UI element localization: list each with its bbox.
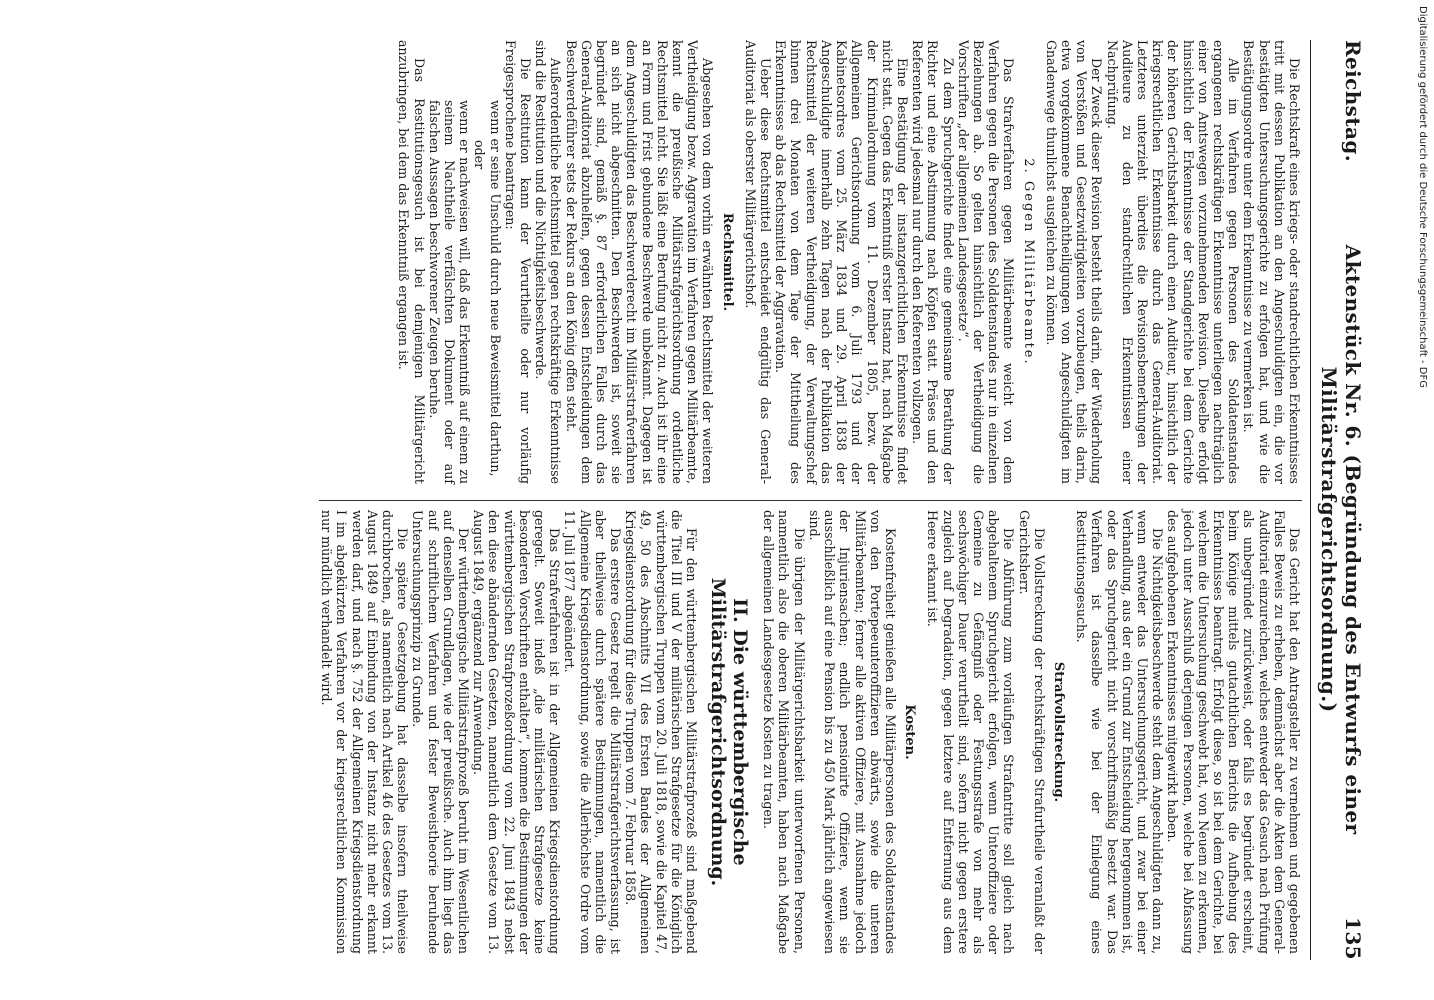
chapter-heading: II. Die württembergische Militärstrafgerichtsordnung. [707,577,752,887]
paragraph: Das Gericht hat den Antragsteller zu vernehmen und gegebenen Falles Beweis zu erheben, demnächst aber die Akten dem General-Auditoriat einzureichen, welches entweder das Gesuch nach Prüfung als unbegründet zurückweist, oder falls es begründet erscheint, beim Könige mittels gutachtlichen Berichts die Aufhebung des Erkenntnisses beantragt. Erfolgt diese, so ist bei dem Gerichte, bei welchem die Untersuchung geschwebt hat, von Neuem zu erkennen, jedoch unter Ausschluß derjenigen Personen, welche bei Abfassung des aufgehobenen Erkenntnisses mitgewirkt haben. [1165,510,1302,954]
paragraph: Die Restitution kann der Verurtheilte oder nur vorläufig Freigesprochene beantragen: [502,40,534,484]
text-columns [319,40,1302,960]
list-item: wenn er seine Unschuld durch neue Beweismittel darthun, [487,100,503,477]
document-page [5,20,1375,980]
list-item: oder [472,140,488,170]
paragraph: Eine Bestätigung der instanzgerichtlichen Erkenntnisse findet nicht statt. Gegen das Erkenntniß erster Instanz hat, nach Maßgabe der Kriminalordnung vom 11. Dezember 1805, bezw. der Allgemeinen Gerichtsordnung vom 6. Juli 1793 und der Kabinetsordres vom 25. März 1834 und 29. April 1838 der Angeschuldigte innerhalb zehn Tagen nach der Publikation das Rechtsmittel der weiteren Vertheidigung, der Verwaltungschef binnen drei Monaten von dem Tage der Mittheilung des Erkenntnisses ab das Rechtsmittel der Aggravation. [773,40,910,484]
funding-note: Digitalisierung gefördert durch die Deutsche Forschungsgemeinschaft - DFG [1417,6,1428,389]
header-title: Aktenstück Nr. 6. (Begründung des Entwurfs einer Militärstrafgerichtsordnung.) [1317,244,1365,835]
paragraph: Die Vollstreckung der rechtskräftigen Strafurtheile veranlaßt der Gerichtsherr. [1016,510,1047,954]
left-column [319,40,1302,484]
paragraph: Der württembergische Militärstrafprozeß beruht im Wesentlichen auf denselben Grundlagen, wie der preußische. Auch ihm liegt das auf schriftlichem Verfahren und fester Beweistheorie beruhende Untersuchungsprinzip zu Grunde. [410,510,472,954]
paragraph: Das Strafverfahren ist in der Allgemeinen Kriegsdienstordnung geregelt. Soweit indeß „die militärischen Strafgesetze keine besonderen Vorschriften enthalten“, kommen die Bestimmungen der württembergischen Strafprozeßordnung vom 22. Juni 1843 nebst den diese abändernden Gesetzen, namentlich dem Gesetze vom 13. August 1849, ergänzend zur Anwendung. [471,510,563,954]
column-divider [319,500,1302,501]
section-heading: 2. Gegen Militärbeamte. [1020,158,1036,366]
page-number: 135 [1341,917,1365,960]
section-heading: Rechtsmittel. [719,212,735,312]
list-item: wenn er nachweisen will, daß das Erkenntniß auf einem zu seinem Nachtheile verfälschten Dokument oder auf falschen Aussagen beschworener Zeugen beruhe. [426,100,473,484]
paragraph: Ueber diese Rechtsmittel entscheidet endgültig das General-Auditoriat als oberster Militärgerichtshof. [742,40,774,484]
page-header [1310,40,1365,960]
section-heading: Strafvollstreckung. [1050,661,1066,803]
right-column [319,510,1302,954]
paragraph: Für den württembergischen Militärstrafprozeß sind maßgebend die Titel III und V der militärischen Strafgesetze für die Königlich württembergischen Truppen vom 20. Juli 1818, sowie die Kapitel 47, 49, 50 des Abschnitts VII des Ersten Bandes der Allgemeinen Kriegsdienstordnung für diese Truppen vom 7. Februar 1858. [623,510,700,954]
paragraph: Abgesehen von dem vorhin erwähnten Rechtsmittel der weiteren Vertheidigung bezw. Aggravation im Verfahren gegen Militärbeamte, kennt die preußische Militärstrafgerichtsordnung ordentliche Rechtsmittel nicht. Sie läßt eine Berufung nicht zu. Auch ist ihr eine an Form und Frist gebundene Beschwerde unbekannt. Dagegen ist dem Angeschuldigten das Beschwerderecht im Militärstrafverfahren an sich nicht abgeschnitten. Den Beschwerden ist, soweit sie begründet sind, gemäß §. 87 erforderlichen Falles durch das General-Auditoriat abzuhelfen, gegen dessen Entscheidungen dem Beschwerdeführer stets der Rekurs an den König offen steht. [563,40,716,484]
paragraph: Die übrigen der Militärgerichtsbarkeit unterworfenen Personen, namentlich also die oberen Militärbeamten, haben nach Maßgabe der allgemeinen Landesgesetze Kosten zu tragen. [761,510,807,954]
paragraph: Zu dem Spruchgerichte findet eine gemeinsame Berathung der Richter und eine Abstimmung nach Köpfen statt. Präses und den Referenten wird jedesmal nur durch den Referenten vollzogen. [910,40,956,484]
funding-sidebar [1414,6,1432,766]
paragraph: Die spätere Gesetzgebung hat dasselbe insofern theilweise durchbrochen, als namentlich nach Artikel 46 des Gesetzes vom 13. August 1849 auf Einbindung von der Instanz nicht mehr erkannt werden darf, und nach §. 752 der Allgemeinen Kriegsdienstordnung I im abgekürzten Verfahren vor der kriegsrechtlichen Kommission nur mündlich verhandelt wird. [319,510,411,954]
paragraph: Das Strafverfahren gegen Militärbeamte weicht von dem Verfahren gegen die Personen des Soldatenstandes nur in einzelnen Beziehungen ab. So gelten hinsichtlich der Vertheidigung die Vorschriften „der allgemeinen Landesgesetze“. [955,40,1017,484]
paragraph: Außerordentliche Rechtsmittel gegen rechtskräftige Erkenntnisse sind die Restitution und die Nichtigkeitsbeschwerde. [533,40,564,484]
paragraph: Das Restitutionsgesuch ist bei demjenigen Militärgericht anzubringen, bei dem das Erkenntniß ergangen ist. [396,40,427,484]
paragraph: Kostenfreiheit genießen alle Militärpersonen des Soldatenstandes von den Portepeeunteroffizieren abwärts, sowie die unteren Militärbeamten; ferner alle aktiven Offiziere, mit Ausnahme jedoch der Injuriensachen; endlich pensionirte Offiziere, wenn sie ausschließlich auf eine Pension bis zu 450 Mark jährlich angewiesen sind. [806,510,898,954]
paragraph: Die Nichtigkeitsbeschwerde steht dem Angeschuldigten dann zu, wenn entweder das Untersuchungsgericht, und zwar bei einer Verhandlung, aus der ein Grund zur Entscheidung hergenommen ist, oder das Spruchgericht nicht vorschriftsmäßig besetzt war. Das Verfahren ist dasselbe wie bei der Einlegung eines Restitutionsgesuchs. [1074,510,1166,954]
paragraph: Alle im Verfahren gegen Personen des Soldatenstandes ergangenen rechtskräftigen Erkenntnisse unterliegen nachträglich einer von Amtswegen vorzunehmenden Revision. Dieselbe erfolgt hinsichtlich der Erkenntnisse der Standgerichte bei dem Gerichte der höheren Gerichtsbarkeit durch einen Auditeur, hinsichtlich der kriegsrechtlichen Erkenntnisse durch das General-Auditoriat. Letzteres unterzieht überdies die Revisionsbemerkungen der Auditeure zu den standrechtlichen Erkenntnissen einer Nachprüfung. [1104,40,1242,484]
paragraph: Die Abführung zum vorläufigen Strafantritte soll gleich nach abgehaltenem Spruchgericht erfolgen, wenn Unteroffiziere oder Gemeine zu Gefängniß oder Festungsstrafe von mehr als sechswöchiger Dauer verurtheilt sind, sofern nicht gegen erstere zugleich auf Degradation, gegen letztere auf Entfernung aus dem Heere erkannt ist. [925,510,1017,954]
header-left: Reichstag. [1341,40,1365,163]
paragraph: Der Zweck dieser Revision besteht theils darin, der Wiederholung von Verstößen und Gesetzwidrigkeiten vorzubeugen, theils darin, etwa vorgekommene Benachtheiligungen von Angeschuldigten im Gnadenwege thunlichst ausgleichen zu können. [1043,40,1105,484]
paragraph: Das erstere Gesetz regelt die Militärstrafgerichtsverfassung, ist aber theilweise durch spätere Bestimmungen, namentlich die Allgemeine Kriegsdienstordnung, sowie die Allerhöchste Ordre vom 11. Juli 1877 abgeändert. [562,510,624,954]
paragraph: Die Rechtskraft eines kriegs- oder standrechtlichen Erkenntnisses tritt mit dessen Publikation an den Angeschuldigten ein, die vor bestätigten Untersuchungsgerichte zu erfolgen hat, und wie die Bestätigungsordre unter dem Erkenntnisse zu vermerken ist. [1241,40,1302,484]
section-heading: Kosten. [902,704,918,760]
